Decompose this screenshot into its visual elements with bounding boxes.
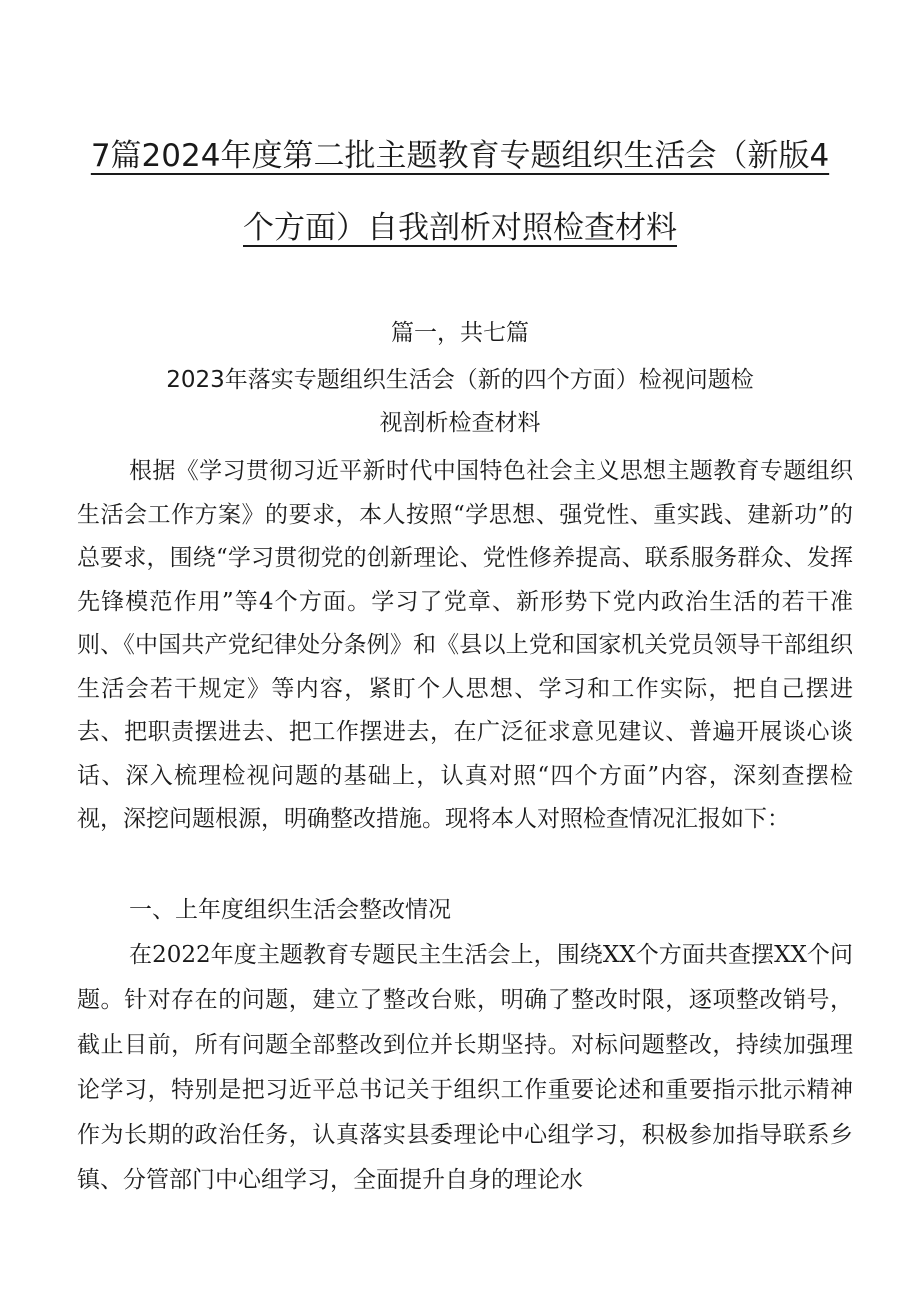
body-paragraph-rectification: 在2022年度主题教育专题民主生活会上，围绕XX个方面共查摆XX个问题。针对存在的问题，建立了整改台账，明确了整改时限，逐项整改销号，截止目前，所有问题全部整改到位并长期坚持。对标问题整改，持续加强理论学习，特别是把习近平总书记关于组织工作重要论述和重要指示批示精神作为长期的政治任务，认真落实县委理论中心组学习，积极参加指导联系乡镇、分管部门中心组学习，全面提升自身的理论水 xyxy=(77,942,853,1193)
document-title-text-2: 个方面）自我剖析对照检查材料 xyxy=(243,210,677,246)
document-title-text-1: 7篇2024年度第二批主题教育专题组织生活会（新版4 xyxy=(90,138,830,174)
section-heading-1: 一、上年度组织生活会整改情况 xyxy=(129,897,451,923)
body-paragraph-intro: 根据《学习贯彻习近平新时代中国特色社会主义思想主题教育专题组织生活会工作方案》的要求，本人按照“学思想、强党性、重实践、建新功”的总要求，围绕“学习贯彻党的创新理论、党性修养提高、联系服务群众、发挥先锋模范作用”等4个方面。学习了党章、新形势下党内政治生活的若干准则、《中国共产党纪律处分条例》和《县以上党和国家机关党员领导干部组织生活会若干规定》等内容，紧盯个人思想、学习和工作实际，把自己摆进去、把职责摆进去、把工作摆进去，在广泛征求意见建议、普遍开展谈心谈话、深入梳理检视问题的基础上，认真对照“四个方面”内容，深刻查摆检视，深挖问题根源，明确整改措施。现将本人对照检查情况汇报如下： xyxy=(77,458,853,832)
section-subtitle-line-2: 视剖析检查材料 xyxy=(379,410,541,436)
document-title-line-2 xyxy=(60,208,860,248)
chapter-label: 篇一，共七篇 xyxy=(391,320,529,346)
document-title-line-1 xyxy=(60,136,860,176)
section-subtitle-line-1: 2023年落实专题组织生活会（新的四个方面）检视问题检 xyxy=(166,367,754,393)
